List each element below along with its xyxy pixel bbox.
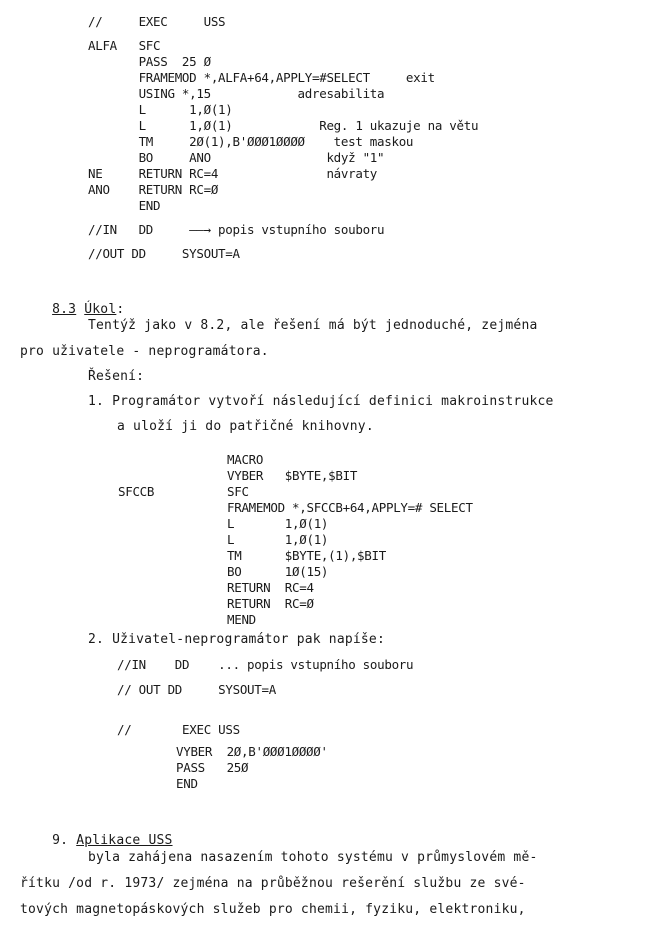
code-line: //IN DD ——→ popis vstupního souboru xyxy=(88,222,385,237)
code-line: END xyxy=(176,776,198,791)
code-line: NE RETURN RC=4 návraty xyxy=(88,166,378,181)
code-line: //IN DD ... popis vstupního souboru xyxy=(117,657,414,672)
paragraph-line: řítku /od r. 1973/ zejména na průběžnou rešerění službu ze své- xyxy=(20,876,526,891)
solution-label: Řešení: xyxy=(88,369,145,384)
section-title: Aplikace USS xyxy=(76,833,173,848)
code-line: // EXEC USS xyxy=(88,14,226,29)
code-line: END xyxy=(88,198,161,213)
section-number: 8.3 xyxy=(52,302,77,317)
macro-label: SFCCB xyxy=(118,484,155,499)
list-item-2: 2. Uživatel-neprogramátor pak napíše: xyxy=(88,632,385,647)
list-item-1-cont: a uloží ji do patřičné knihovny. xyxy=(117,419,374,434)
code-line: PASS 25Ø xyxy=(176,760,249,775)
paragraph-line: pro uživatele - neprogramátora. xyxy=(20,344,269,359)
code-line: FRAMEMOD *,SFCCB+64,APPLY=# SELECT xyxy=(227,500,473,515)
code-line: SFC xyxy=(227,484,249,499)
code-line: L 1,Ø(1) xyxy=(227,532,329,547)
code-line: VYBER $BYTE,$BIT xyxy=(227,468,358,483)
code-line: // EXEC USS xyxy=(117,722,240,737)
list-item-1: 1. Programátor vytvoří následující definici makroinstrukce xyxy=(88,394,554,409)
paragraph-line: tových magnetopáskových služeb pro chemii, fyziku, elektroniku, xyxy=(20,902,526,917)
code-line: USING *,15 adresabilita xyxy=(88,86,385,101)
code-line: RETURN RC=4 xyxy=(227,580,314,595)
code-line: L 1,Ø(1) xyxy=(227,516,329,531)
code-line: TM $BYTE,(1),$BIT xyxy=(227,548,386,563)
paragraph-line: byla zahájena nasazením tohoto systému v průmyslovém mě- xyxy=(88,850,538,865)
code-line: BO ANO když "1" xyxy=(88,150,385,165)
code-line: MACRO xyxy=(227,452,264,467)
code-line: L 1,Ø(1) Reg. 1 ukazuje na větu xyxy=(88,118,479,133)
code-line: //OUT DD SYSOUT=A xyxy=(88,246,240,261)
code-line: FRAMEMOD *,ALFA+64,APPLY=#SELECT exit xyxy=(88,70,435,85)
paragraph-line: Tentýž jako v 8.2, ale řešení má být jednoduché, zejména xyxy=(88,318,538,333)
code-line: ALFA SFC xyxy=(88,38,161,53)
code-line: ANO RETURN RC=Ø xyxy=(88,182,219,197)
section-number: 9. xyxy=(52,833,69,848)
code-line: // OUT DD SYSOUT=A xyxy=(117,682,276,697)
section-title: Úkol xyxy=(84,302,117,317)
code-line: BO 1Ø(15) xyxy=(227,564,329,579)
code-line: MEND xyxy=(227,612,256,627)
code-line: RETURN RC=Ø xyxy=(227,596,314,611)
code-line: L 1,Ø(1) xyxy=(88,102,233,117)
heading-colon: : xyxy=(116,302,125,317)
code-line: TM 2Ø(1),B'ØØØ1ØØØØ test maskou xyxy=(88,134,414,149)
code-line: PASS 25 Ø xyxy=(88,54,211,69)
code-line: VYBER 2Ø,B'ØØØ1ØØØØ' xyxy=(176,744,328,759)
